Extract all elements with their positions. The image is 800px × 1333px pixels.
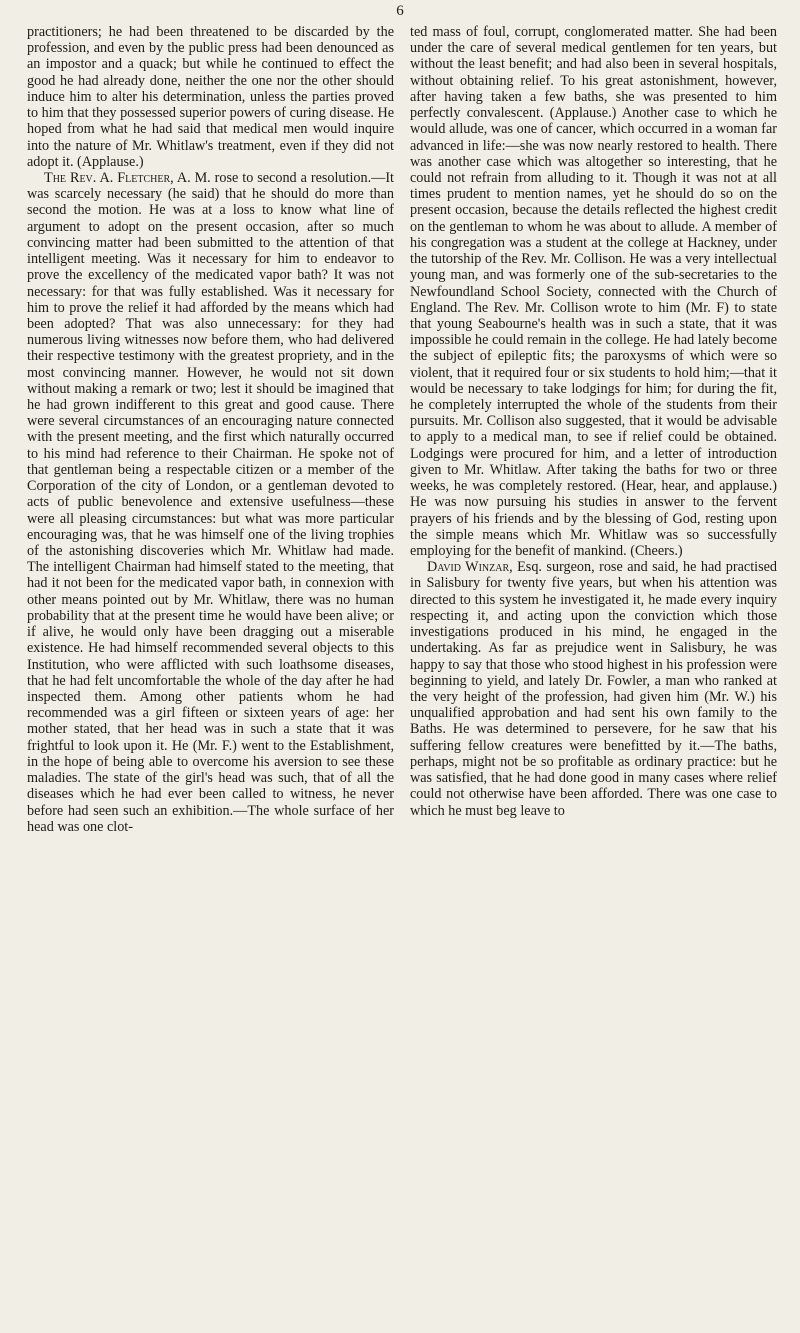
paragraph-text: practitioners; he had been threatened to be discarded by the profession, and even by the public press had been denounced as an impostor and a quack; but while he continued to effect the good he had already done, neither the one nor the other should induce him to alter his determination, unless the parties proved to him that they possessed superior powers of curing disease. He hoped from what he had said that medical men would inquire into the nature of Mr. Whitlaw's treatment, even if they did not adopt it. (Applause.)	[27, 24, 394, 170]
speaker-name: The Rev. A. Fletcher, A. M.	[44, 169, 211, 186]
page-number: 6	[396, 3, 404, 19]
paragraph-text: rose to second a resolution.—It was scarcely necessary (he said) that he should do more than second the motion. He was at a loss to know what line of argument to adopt on the present occasion, after so much convincing matter had been submitted to the attention of that intelligent meeting. Was it necessary for him to endeavor to prove the excellency of the medicated vapor bath? It was not necessary: for that was fully established. Was it necessary for him to prove the relief it had afforded by the means which had been adopted? That was also unnecessary: for they had numerous living witnesses now before them, who had delivered their respective testimony with the greatest propriety, and in the most convincing manner. However, he would not sit down without making a remark or two; lest it should be imagined that he had grown indifferent to this great and good cause. There were several circumstances of an encouraging nature connected with the present meeting, and the first which naturally occurred to his mind had reference to their Chairman. He spoke not of that gentleman being a respectable citizen or a member of the Corporation of the city of London, or a gentleman devoted to acts of public benevolence and extensive usefulness—these were all pleasing circumstances: but what was more particular encouraging was, that he was himself one of the living trophies of the astonishing discoveries which Mr. Whitlaw had made. The intelligent Chairman had himself stated to the meeting, that had it not been for the medicated vapor bath, in connexion with other means pointed out by Mr. Whitlaw, there was no human probability that at the present time he would have been alive; or if alive, he would only have been dragging out a miserable existence. He had himself recommended several objects to this Institution, who were afflicted with such loathsome diseases, that he had felt uncomfortable the whole of the day after he had inspected them. Among other patients whom he had recommended was a girl fifteen or sixteen years of age: her mother stated, that her head was in such a state that it was frightful to look upon it. He (Mr. F.) went to the Establishment, in the hope of being able to overcome his aversion to see these maladies. The state of the girl's head was such, that of all the diseases which he had ever been called to witness, he never before had seen such an exhibition.—The whole surface of her head was one clot-	[27, 169, 394, 835]
paragraph-text: ted mass of foul, corrupt, conglomerated matter. She had been under the care of several medical gentlemen for ten years, but without the least benefit; and had also been in several hospitals, without obtaining relief. To his great astonishment, however, after having taken a few baths, she was presented to him perfectly convalescent. (Applause.) Another case to which he would allude, was one of cancer, which occurred in a woman far advanced in life:—she was now nearly restored to health. There was another case which was altogether so interesting, that he could not refrain from alluding to it. Though it was not at all times prudent to mention names, yet he should do so on the present occasion, because the details reflected the highest credit on the gentleman to whom he was about to allude. A member of his congregation was a student at the college at Hackney, under the tutorship of the Rev. Mr. Collison. He was a very intellectual young man, and was formerly one of the sub-secretaries to the Newfoundland School Society, connected with the Church of England. The Rev. Mr. Collison wrote to him (Mr. F) to state that young Seabourne's health was in such a state, that it was impossible he could remain in the college. He had lately become the subject of epileptic fits; the paroxysms of which were so violent, that it required four or six students to hold him;—that it would be necessary to take lodgings for him; for during the fit, he completely interrupted the whole of the students from their pursuits. Mr. Collison also suggested, that it would be advisable to apply to a medical man, to see if relief could be obtained. Lodgings were procured for him, and a letter of introduction given to Mr. Whitlaw. After taking the baths for two or three weeks, he was completely restored. (Hear, hear, and applause.) He was now pursuing his studies in answer to the fervent prayers of his friends and by the blessing of God, resting upon the simple means which Mr. Whitlaw was so successfully employing for the benefit of mankind. (Cheers.)	[410, 24, 777, 559]
left-column	[27, 24, 394, 835]
paragraph-fletcher-speech	[27, 170, 394, 835]
paragraph-text: Esq. surgeon, rose and said, he had practised in Salisbury for twenty five years, but when his attention was directed to this system he investigated it, he made every inquiry respecting it, and acting upon the conviction which those investigations produced in his mind, he engaged in the undertaking. As far as prejudice went in Salisbury, he was happy to say that those who stood highest in his profession were beginning to yield, and lately Dr. Fowler, a man who ranked at the very height of the profession, had given him (Mr. W.) his unqualified approbation and had sent his own family to the Baths. He was determined to persevere, for he saw that his suffering fellow creatures were benefitted by it.—The baths, perhaps, might not be so profitable as ordinary practice: but he was satisfied, that he had done good in many cases where relief could not otherwise have been afforded. There was one case to which he must beg leave to	[410, 559, 777, 819]
speaker-name: David Winzar,	[427, 559, 513, 576]
paragraph-winzar-speech	[410, 559, 777, 819]
paragraph-continuation	[27, 24, 394, 170]
paragraph-continuation	[410, 24, 777, 559]
right-column	[410, 24, 777, 819]
